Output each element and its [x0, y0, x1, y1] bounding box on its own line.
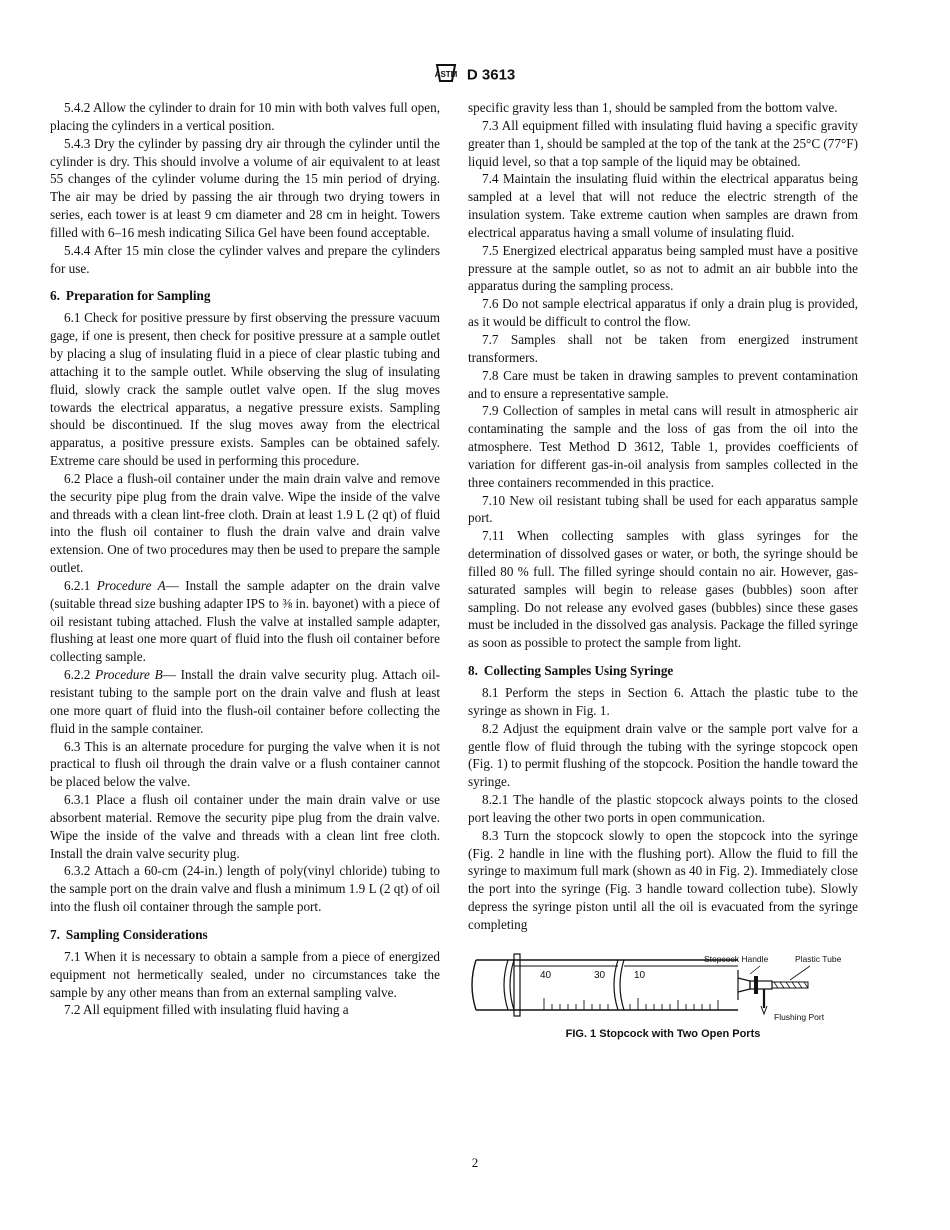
scale-mark-10: 10	[634, 969, 646, 981]
page-header	[0, 63, 950, 87]
label-plastic-tube: Plastic Tube	[795, 953, 842, 964]
paragraph-7-4: 7.4 Maintain the insulating fluid within the electrical apparatus being sampled at a level that will not reduce the electric strength of the insulation system. Take extreme caution when samples are drawn from electrical apparatus having a small volume of insulating fluid.	[468, 171, 858, 240]
paragraph-8-2-1: 8.2.1 The handle of the plastic stopcock always points to the closed port leaving the other two ports in open communication.	[468, 792, 858, 825]
paragraph-7-3: 7.3 All equipment filled with insulating fluid having a specific gravity greater than 1, should be sampled at the top of the tank at the 25°C (77°F) liquid level, so that a top sample of the liquid may be obtained.	[468, 117, 858, 169]
paragraph-7-10: 7.10 New oil resistant tubing shall be used for each apparatus sample port.	[468, 492, 858, 526]
section-7-number: 7.	[50, 926, 60, 942]
paragraph-6-2-2-text: — Install the drain valve security plug. Attach oil-resistant tubing to the sample port on the drain valve and flush at least one more quart of fluid into the flush-oil container before collecting the fluid in the sample container.	[50, 667, 440, 736]
paragraph-6-3: 6.3 This is an alternate procedure for purging the valve when it is not practical to flush oil through the drain valve or a flush container cannot be placed below the valve.	[50, 738, 440, 790]
paragraph-6-2-1-number: 6.2.1	[64, 577, 91, 593]
paragraph-6-2-2-number: 6.2.2	[64, 667, 91, 683]
label-flushing-port: Flushing Port	[774, 1011, 825, 1022]
paragraph-7-6: 7.6 Do not sample electrical apparatus if only a drain plug is provided, as it would be difficult to control the flow.	[468, 296, 858, 330]
paragraph-5-4-4: 5.4.4 After 15 min close the cylinder valves and prepare the cylinders for use.	[50, 242, 440, 276]
section-7-heading	[50, 926, 440, 944]
paragraph-7-1: 7.1 When it is necessary to obtain a sample from a piece of energized equipment not hermetically sealed, under no circumstances take the sample by any other means than from an external sampling valve.	[50, 948, 440, 1000]
paragraph-7-5: 7.5 Energized electrical apparatus being sampled must have a positive pressure at the sample outlet, so as not to admit an air bubble into the apparatus during the sampling process.	[468, 242, 858, 294]
figure-caption: FIG. 1 Stopcock with Two Open Ports	[565, 1027, 761, 1040]
paragraph-5-4-3: 5.4.3 Dry the cylinder by passing dry air through the cylinder until the cylinder is dry. This should involve a volume of air equivalent to at least 55 changes of the cylinder volume during the 15 min period of drying. The air may be dried by passing the air through two drying towers in series, each tower is at least 9 cm diameter and 28 cm in height. Towers filled with 6–16 mesh indicating Silica Gel have been found acceptable.	[50, 135, 440, 240]
paragraph-5-4-2: 5.4.2 Allow the cylinder to drain for 10 min with both valves full open, placing the cylinders in a vertical position.	[50, 100, 440, 133]
svg-text:ASTM: ASTM	[434, 70, 457, 79]
paragraph-6-2-1	[50, 577, 440, 666]
page-number: 2	[471, 1155, 479, 1170]
section-8-number: 8.	[468, 663, 478, 679]
document-id: D 3613	[466, 66, 516, 84]
procedure-b-label: Procedure B	[95, 667, 163, 683]
paragraph-6-2-1-text: — Install the sample adapter on the drain valve (suitable thread size bushing adapter IPS to ⅜ in. bayonet) with a piece of oil resistant tubing attached. Flush the valve at installed sample adapter, flushing at least one more quart of fluid into the flush oil container before collecting sample.	[50, 577, 440, 665]
section-6-heading	[50, 287, 440, 305]
section-7-title: Sampling Considerations	[65, 926, 208, 942]
label-stopcock-handle: Stopcock Handle	[704, 953, 769, 964]
plastic-tube-icon	[772, 982, 808, 988]
paragraph-6-2-2	[50, 666, 440, 737]
paragraph-7-2-continued: specific gravity less than 1, should be sampled from the bottom valve.	[468, 100, 838, 115]
paragraph-8-2: 8.2 Adjust the equipment drain valve or the sample port valve for a gentle flow of fluid through the tubing with the syringe stopcock open (Fig. 1) to permit flushing of the stopcock. Position the handle toward the syringe.	[468, 720, 858, 790]
stopcock-icon	[750, 976, 772, 1014]
paragraph-7-7: 7.7 Samples shall not be taken from energized instrument transformers.	[468, 331, 858, 365]
paragraph-6-3-2: 6.3.2 Attach a 60-cm (24-in.) length of poly(vinyl chloride) tubing to the sample port on the drain valve and flush a minimum 1.9 L (2 qt) of oil into the flush oil container through the sample port.	[50, 863, 440, 915]
left-column	[50, 99, 440, 1019]
paragraph-7-11: 7.11 When collecting samples with glass syringes for the determination of dissolved gases or water, or both, the syringe should be filled 80 % full. The filled syringe should contain no air. However, gas-saturated samples will begin to release gases (bubbles) soon after sampling. Do not release any evolved gases (bubbles) since these gases must be included in the dissolved gas analysis. Package the filled syringe as soon as possible to protect the sample from light.	[468, 528, 858, 651]
paragraph-6-1: 6.1 Check for positive pressure by first observing the pressure vacuum gage, if one is present, then check for positive pressure at a sample outlet by placing a slug of insulating fluid in a piece of clear plastic tubing and attaching it to the sample outlet. While observing the slug of insulating fluid, slowly crack the sample outlet valve open. If the slug moves towards the electrical apparatus, a negative pressure exists. Sampling should be discontinued. If the slug moves away from the electrical apparatus, a positive pressure exists. Samples can be obtained safely. Extreme care should be used in performing this procedure.	[50, 310, 440, 469]
paragraph-8-3: 8.3 Turn the stopcock slowly to open the stopcock into the syringe (Fig. 2 handle in line with the flushing port). Allow the fluid to fill the syringe to maximum full mark (shown as 40 in Fig. 2). Immediately close the port into the syringe (Fig. 3 handle toward collection tube). Slowly depress the syringe piston until all the oil is evacuated from the syringe completing	[468, 827, 858, 932]
section-6-number: 6.	[50, 288, 60, 304]
paragraph-6-3-1: 6.3.1 Place a flush oil container under the main drain valve or use absorbent material. Remove the security pipe plug from the drain valve. Wipe the inside of the valve and threads with a clean lint free cloth. Install the drain valve security plug.	[50, 792, 440, 861]
syringe-illustration	[468, 948, 858, 1024]
paragraph-7-2: 7.2 All equipment filled with insulating fluid having a	[64, 1002, 349, 1018]
right-column	[468, 99, 858, 1044]
section-6-title: Preparation for Sampling	[65, 288, 211, 304]
syringe-scale	[544, 998, 718, 1010]
procedure-a-label: Procedure A	[96, 577, 166, 593]
paragraph-6-2: 6.2 Place a flush-oil container under the main drain valve and remove the security pipe plug from the drain valve. Wipe the inside of the valve and threads with a clean lint-free cloth. Drain at least 1.9 L (2 qt) of fluid into the flush oil container to flush the drain valve and drain valve extension. One of two procedures may then be used to prepare the sample outlet.	[50, 470, 440, 576]
astm-logo-icon	[435, 63, 457, 87]
section-8-title: Collecting Samples Using Syringe	[483, 663, 674, 679]
scale-mark-30: 30	[594, 969, 606, 981]
paragraph-7-9: 7.9 Collection of samples in metal cans will result in atmospheric air contaminating the sample and the loss of gas from the oil into the atmosphere. Test Method D 3612, Table 1, provides coefficients of variation for different gas-in-oil analysis from samples collected in the three containers recommended in this practice.	[468, 403, 858, 490]
paragraph-8-1: 8.1 Perform the steps in Section 6. Attach the plastic tube to the syringe as shown in Fig. 1.	[468, 685, 858, 718]
section-8-heading	[468, 662, 858, 680]
figure-1	[468, 948, 858, 1044]
paragraph-7-8: 7.8 Care must be taken in drawing samples to prevent contamination and to ensure a representative sample.	[468, 367, 858, 401]
scale-mark-40: 40	[540, 969, 552, 981]
